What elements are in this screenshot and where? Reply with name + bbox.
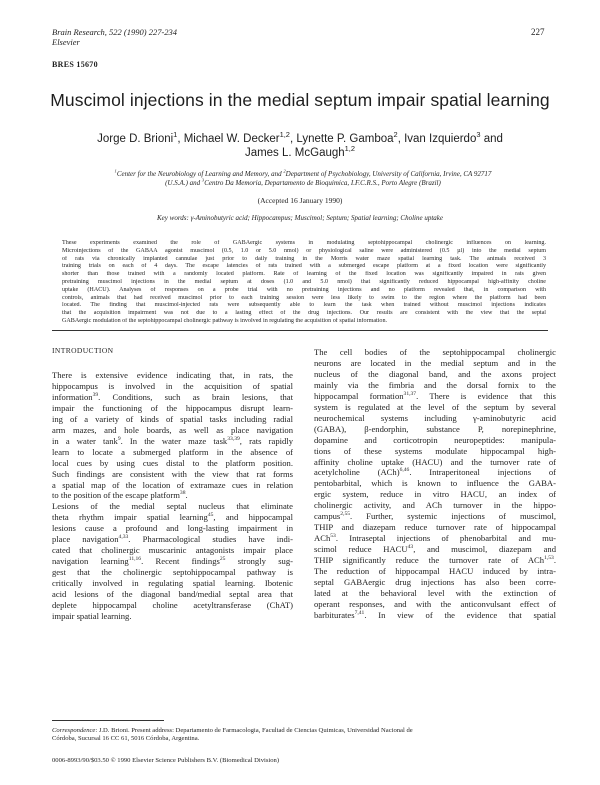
affiliation-text: Department of Psychobiology, University of California, Irvine, CA 92717	[285, 170, 492, 178]
text-line: place navigation$^{4,33}$. Pharmacological studies have indi-	[52, 534, 293, 545]
abstract-line: pretraining muscimol injections in the medial septum at doses (1.0 and 5.0 nmol) that significantly reduced hippocampal high-affinity choline	[62, 278, 546, 285]
text-line: neurons are located in the medial septum and in the	[314, 357, 556, 368]
text-line: acetylcholine (ACh)$^{6,46}$. Intraperitoneal injections of	[314, 467, 556, 478]
text-line: cholinergic activity, and ACh turnover in the hippo-	[314, 500, 556, 511]
citation-ref: 11,16	[128, 556, 142, 563]
accepted-date: (Accepted 16 January 1990)	[257, 196, 343, 205]
author-name: , Michael W. Decker	[177, 133, 280, 145]
affiliation-marker: 1,2	[279, 130, 290, 140]
affiliation-marker: 3	[201, 177, 205, 183]
citation-ref: 38	[179, 490, 186, 497]
affiliation-marker: 2	[283, 168, 286, 174]
text-line: The cell bodies of the septohippocampal cholinergic	[314, 347, 556, 357]
affiliation-marker: 1	[114, 168, 117, 174]
affiliation-text: (U.S.A.) and	[165, 179, 202, 187]
text-line: neurochemical systems including γ-aminobutyric acid	[314, 412, 556, 423]
text-line: The reduction of hippocampal HACU induced by intra-	[314, 566, 556, 577]
abstract-line: that the acquisition impairment was not due to a lasting effect of the drug injections. Our results are consistent with the view that the septal	[62, 310, 546, 317]
citation-ref: 31,37	[403, 390, 417, 397]
copyright-line: 0006-8993/90/$03.50 © 1990 Elsevier Science Publishers B.V. (Biomedical Division)	[52, 757, 280, 764]
text-line: acid lesions of the diagonal band/medial septal area that	[52, 589, 293, 600]
text-line: Lesions of the medial septal nucleus that eliminate	[52, 501, 293, 512]
text-line: THIP significantly reduce the turnover rate of ACh$^{1,53}$.	[314, 555, 556, 566]
text-line: information$^{39}$. Conditions, such as brain lesions, that	[52, 391, 293, 402]
abstract-line: located. The finding that muscimol-injected rats were subsequently able to learn the task when trained without muscimol injections indicates	[62, 302, 546, 309]
text-line: deplete hippocampal choline acetyltransferase (ChAT)	[52, 600, 293, 611]
affiliation-text: Centro Da Memoria, Departamento de Bioquimica, I.F.C.R.S., Porto Alegre (Brazil)	[204, 179, 441, 187]
affiliations	[58, 170, 548, 188]
affiliation-marker: 3	[476, 130, 481, 140]
text-line: hippocampus is involved in the acquisition of spatial	[52, 380, 293, 391]
text-line: critically involved in regulating spatial learning. Ibotenic	[52, 578, 293, 589]
affiliation-marker: 1	[173, 130, 178, 140]
abstract	[62, 240, 546, 326]
abstract-line: uptake (HACU). Analyses of responses on a probe trial with no pretraining injections and no platform revealed that, in comparison with	[62, 286, 546, 293]
text-line: THIP and diazepam reduce turnover rate of hippocampal	[314, 522, 556, 533]
author-line-1	[70, 132, 530, 146]
footnote-label: Correspondence	[52, 727, 96, 734]
keywords	[0, 214, 600, 222]
text-line: ACh$^{53}$. Intraseptal injections of phenobarbital and mu-	[314, 533, 556, 544]
text-line: impair the functioning of the hippocampus disrupt learn-	[52, 402, 293, 413]
abstract-line: of rats via chronically implanted cannulae just prior to daily training in the Morris water maze spatial learning task. The animals received 3	[62, 255, 546, 262]
footnote-line	[52, 727, 548, 735]
page-number: 227	[531, 27, 545, 37]
left-column	[52, 370, 293, 622]
text-line: ing of a variety of kinds of spatial tasks including radial	[52, 413, 293, 424]
author-name: , Ivan Izquierdo	[397, 133, 477, 145]
text-line: to the position of the escape platform$^{38}$.	[52, 490, 188, 501]
citation-ref: 39	[92, 392, 99, 399]
citation-ref: 53	[330, 533, 336, 540]
text-line: dopamine and corticotropin neuropeptides: manipula-	[314, 434, 556, 445]
author-name: Jorge D. Brioni	[97, 133, 174, 145]
author-name: , Lynette P. Gamboa	[289, 133, 394, 145]
footnote-text: : J.D. Brioni. Present address: Departamento de Farmacologia, Facultad de Ciencias Quimicas, Universidad Nacional de	[95, 727, 413, 734]
affiliation-line	[58, 179, 548, 188]
text-line: pentobarbital, which is known to influence the GABA-	[314, 478, 556, 489]
text-line: operant responses, and with the anticonvulsant effect of	[314, 598, 556, 609]
text-line: There is extensive evidence indicating that, in rats, the	[52, 370, 293, 380]
text-line: Such findings are consistent with the view that rat forms	[52, 468, 293, 479]
publisher-name: Elsevier	[52, 37, 80, 47]
abstract-divider	[52, 330, 548, 331]
right-column	[314, 347, 556, 621]
footnote-divider	[52, 720, 164, 721]
journal-citation	[52, 27, 177, 47]
text-line: impair spatial learning.	[52, 610, 132, 621]
text-line: arm mazes, and hole boards, as well as place navigation	[52, 424, 293, 435]
citation-ref: 2,55	[340, 511, 351, 518]
text-line: system is regulated at the level of the septum by several	[314, 401, 556, 412]
text-line: navigation learning$^{11,16}$. Recent findings$^{25}$ strongly sug-	[52, 556, 293, 567]
citation-ref: 4,33	[118, 534, 129, 541]
footnote-line: Córdoba, Sucursal 16 CC 61, 5016 Córdoba, Argentina.	[52, 735, 200, 743]
abstract-line: shorter than those trained with a randomly located platform. Rate of learning of the fixed location was significantly impaired in rats given	[62, 271, 546, 278]
affiliation-marker: 1,2	[344, 144, 356, 154]
text-line: theta rhythm impair spatial learning$^{45}$, and hippocampal	[52, 512, 293, 523]
affiliation-text: Center for the Neurobiology of Learning and Memory, and	[116, 170, 284, 178]
text-line: barbiturates$^{7,41}$. In view of the evidence that spatial	[314, 609, 556, 620]
text-line: (GABA), β-endorphin, substance P, norepinephrine,	[314, 423, 556, 434]
citation-ref: 6,46	[399, 467, 410, 474]
text-line: lated at the behavioral level with the extinction of	[314, 587, 556, 598]
text-line: gest that the cholinergic septohippocampal pathway is	[52, 567, 293, 578]
keywords-label: Key words:	[157, 214, 191, 222]
journal-name: Brain Research, 522 (1990) 227-234	[52, 27, 178, 37]
citation-ref: 7,41	[354, 610, 365, 617]
text-line: affinity choline uptake (HACU) and the turnover rate of	[314, 456, 556, 467]
citation-ref: 45	[207, 512, 214, 519]
text-line: in a water tank$^9$. In the water maze task$^{33,39}$, rats rapidly	[52, 435, 293, 446]
text-line: ergic system, reduce in vitro HACU, an index of	[314, 489, 556, 500]
abstract-line: GABAergic modulation of the septohippocampal cholinergic pathway is involved in regulating the acquisition of spatial information.	[62, 317, 388, 324]
text-line: campus$^{2,55}$. Further, systemic injections of muscimol,	[314, 511, 556, 522]
text-line: learn to locate a submerged platform in the absence of	[52, 446, 293, 457]
text-line: hippocampal formation$^{31,37}$. There is evidence that this	[314, 390, 556, 401]
text-line: nucleus of the diagonal band, and the axons project	[314, 368, 556, 379]
article-title: Muscimol injections in the medial septum impair spatial learning	[50, 90, 550, 110]
author-list	[70, 132, 530, 160]
text-line: cated that cholinergic muscarinic antagonists impair place	[52, 545, 293, 556]
text-line: tions of these systems modulate hippocampal high-	[314, 445, 556, 456]
keywords-text: γ-Aminobutyric acid; Hippocampus; Muscimol; Septum; Spatial learning; Choline uptake	[190, 214, 443, 222]
citation-ref: 43	[407, 544, 414, 551]
text-line: septal GABAergic drug injections has also been corre-	[314, 577, 556, 588]
text-line: local cues by using cues distal to the platform position.	[52, 457, 293, 468]
text-line: lesions cause a profound and long-lasting impairment in	[52, 523, 293, 534]
article-code: BRES 15670	[52, 60, 98, 69]
citation-ref: 33,39	[227, 435, 240, 442]
text-line: a spatial map of the location of extramaze cues in relation	[52, 479, 293, 490]
abstract-line: Microinjections of the GABAA agonist muscimol (0.5, 1.0 or 5.0 nmol) or physiological saline were administered (0.5 µl) into the medial septum	[62, 247, 546, 254]
author-conjunction: and	[480, 133, 503, 145]
author-name: James L. McGaugh	[244, 147, 345, 159]
abstract-line: These experiments examined the role of GABAergic systems in modulating septohippocampal cholinergic influences on learning.	[62, 240, 546, 246]
citation-ref: 1,53	[544, 555, 554, 562]
section-heading-introduction: INTRODUCTION	[52, 346, 114, 355]
citation-ref: 25	[219, 556, 226, 563]
text-line: mainly via the fimbria and the dorsal fornix to the	[314, 379, 556, 390]
author-line-2	[70, 146, 530, 160]
citation-ref: 9	[117, 435, 121, 442]
text-line: scimol reduce HACU$^{43}$, and muscimol, diazepam and	[314, 544, 556, 555]
abstract-line: controls, animals that had received muscimol prior to each training session were less likely to swim to the region where the platform had been	[62, 294, 546, 301]
abstract-line: training trials on each of 4 days. The escape latencies of rats trained with a submerged escape platform at a fixed location were significantly	[62, 263, 546, 270]
correspondence-footnote	[52, 727, 548, 743]
affiliation-marker: 2	[393, 130, 398, 140]
affiliation-line	[58, 170, 548, 179]
